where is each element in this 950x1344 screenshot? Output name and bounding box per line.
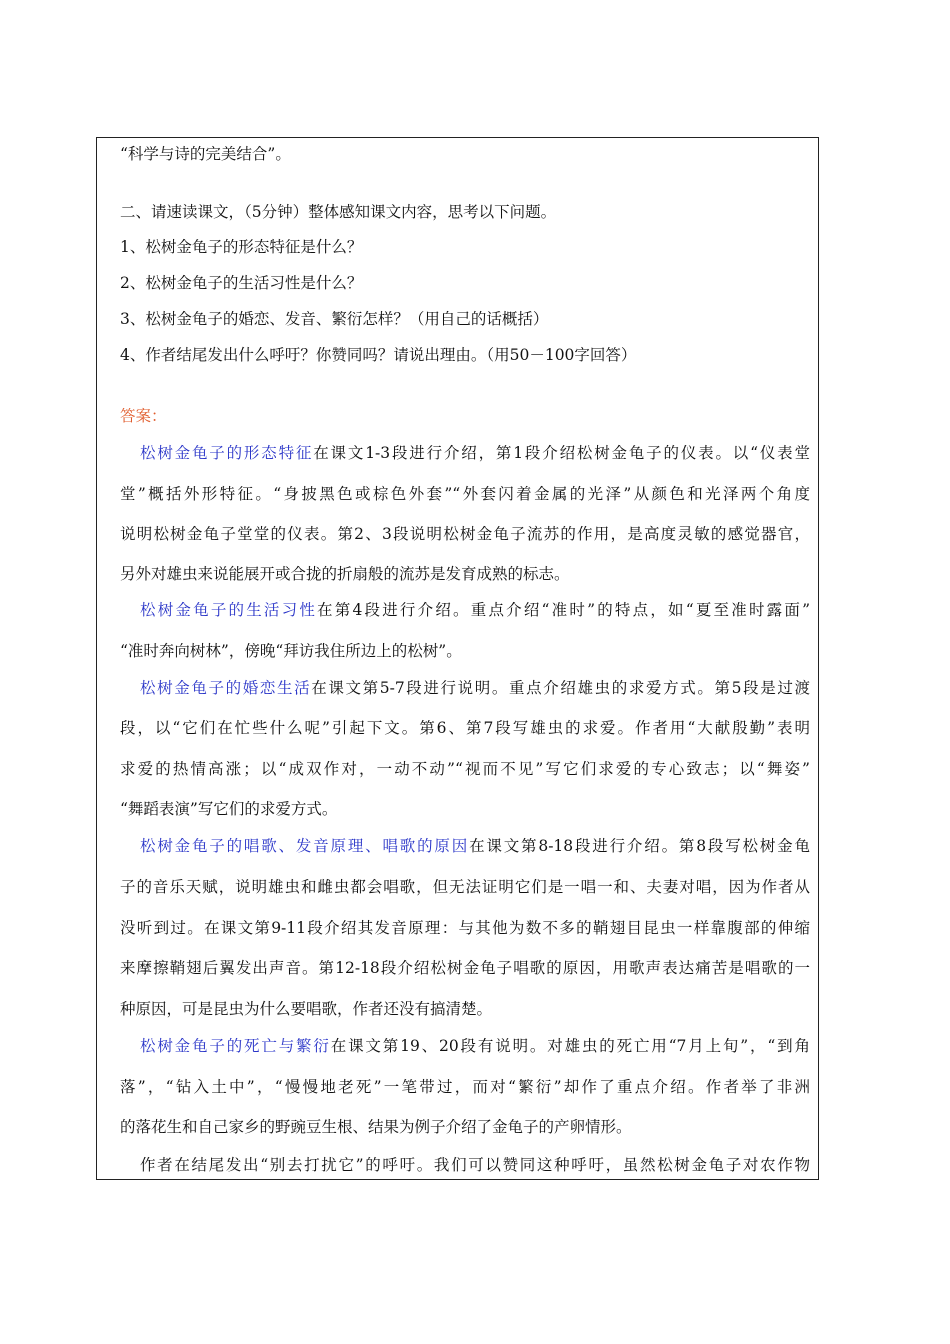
answer-p3-line2: 段，以“它们在忙些什么呢”引起下文。第6、第7段写雄虫的求爱。作者用“大献殷勤”表明 [120, 719, 810, 737]
answer-p4-highlight: 松树金龟子的唱歌、发音原理、唱歌的原因 [140, 837, 470, 855]
answer-p1-line3: 说明松树金龟子堂堂的仪表。第2、3段说明松树金龟子流苏的作用，是高度灵敏的感觉器官， [120, 525, 810, 543]
answer-p1-line1: 松树金龟子的形态特征在课文1-3段进行介绍，第1段介绍松树金龟子的仪表。以“仪表堂 [140, 444, 810, 462]
answer-p2-line2: “准时奔向树林”，傍晚“拜访我住所边上的松树”。 [120, 642, 462, 660]
answer-p6-line1: 作者在结尾发出“别去打扰它”的呼吁。我们可以赞同这种呼吁，虽然松树金龟子对农作物 [140, 1156, 810, 1174]
answer-p5-line1: 松树金龟子的死亡与繁衍在课文第19、20段有说明。对雄虫的死亡用“7月上旬”，“到角 [140, 1037, 810, 1055]
answer-p4-line4: 来摩擦鞘翅后翼发出声音。第12-18段介绍松树金龟子唱歌的原因，用歌声表达痛苦是唱歌的一 [120, 959, 810, 977]
answer-p4-line3: 没听到过。在课文第9-11段介绍其发音原理：与其他为数不多的鞘翅目昆虫一样靠腹部的伸缩 [120, 919, 810, 937]
answer-p3-line4: “舞蹈表演”写它们的求爱方式。 [120, 800, 338, 818]
answer-p1-highlight: 松树金龟子的形态特征 [140, 444, 314, 462]
answer-p4-line1: 松树金龟子的唱歌、发音原理、唱歌的原因在课文第8-18段进行介绍。第8段写松树金龟 [140, 837, 810, 855]
answer-p5-highlight: 松树金龟子的死亡与繁衍 [140, 1037, 331, 1055]
answer-p3-highlight: 松树金龟子的婚恋生活 [140, 679, 312, 697]
question-3: 3、松树金龟子的婚恋、发音、繁衍怎样？（用自己的话概括） [120, 310, 549, 328]
answer-p3-line1: 松树金龟子的婚恋生活在课文第5-7段进行说明。重点介绍雄虫的求爱方式。第5段是过渡 [140, 679, 810, 697]
question-4: 4、作者结尾发出什么呼吁？你赞同吗？请说出理由。（用50－100字回答） [120, 346, 637, 364]
answer-p2-highlight: 松树金龟子的生活习性 [140, 601, 318, 619]
question-2: 2、松树金龟子的生活习性是什么？ [120, 274, 363, 292]
question-1: 1、松树金龟子的形态特征是什么？ [120, 238, 363, 256]
intro-tail: “科学与诗的完美结合”。 [120, 145, 291, 163]
answer-p4-line2: 子的音乐天赋，说明雄虫和雌虫都会唱歌，但无法证明它们是一唱一和、夫妻对唱，因为作者从 [120, 878, 810, 896]
answer-p4-line5: 种原因，可是昆虫为什么要唱歌，作者还没有搞清楚。 [120, 1000, 493, 1018]
answer-p1-line4: 另外对雄虫来说能展开或合拢的折扇般的流苏是发育成熟的标志。 [120, 565, 570, 583]
answer-p1-line2: 堂”概括外形特征。“身披黑色或棕色外套”“外套闪着金属的光泽”从颜色和光泽两个角度 [120, 485, 810, 503]
task-heading: 二、请速读课文，（5分钟）整体感知课文内容，思考以下问题。 [120, 203, 557, 221]
answer-p5-line2: 落”，“钻入土中”，“慢慢地老死”一笔带过，而对“繁衍”却作了重点介绍。作者举了非洲 [120, 1078, 810, 1096]
answer-p5-line3: 的落花生和自己家乡的野豌豆生根、结果为例子介绍了金龟子的产卵情形。 [120, 1118, 632, 1136]
answer-label: 答案： [120, 407, 167, 425]
answer-p2-line1: 松树金龟子的生活习性在第4段进行介绍。重点介绍“准时”的特点，如“夏至准时露面” [140, 601, 810, 619]
answer-p3-line3: 求爱的热情高涨；以“成双作对，一动不动”“视而不见”写它们求爱的专心致志；以“舞姿” [120, 760, 810, 778]
